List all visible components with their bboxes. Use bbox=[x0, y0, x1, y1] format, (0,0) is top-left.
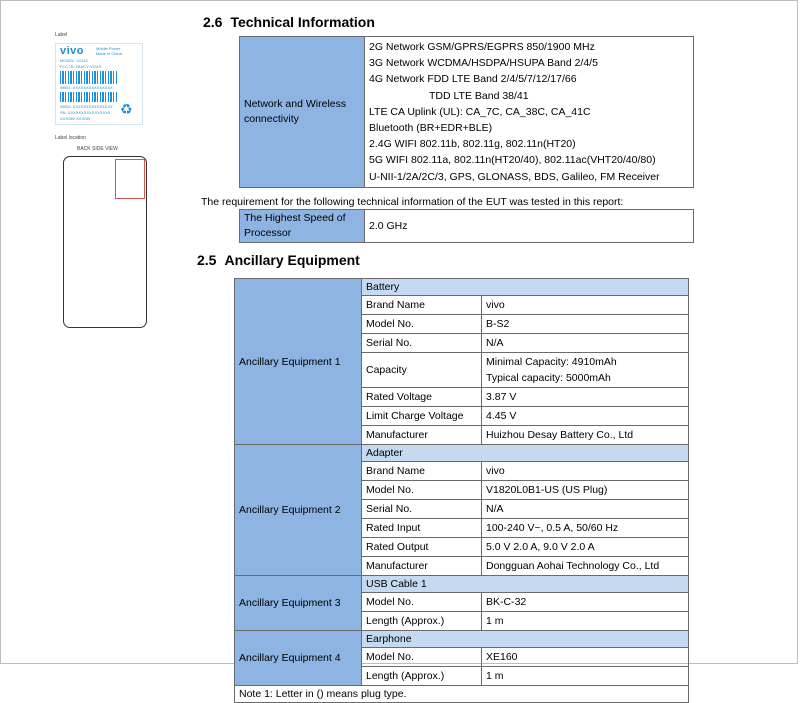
processor-speed-table bbox=[239, 209, 694, 243]
field-value-cell bbox=[482, 519, 689, 538]
field-value-cell bbox=[482, 538, 689, 557]
barcode-2 bbox=[60, 92, 118, 102]
ancillary-group-header: USB Cable 1 bbox=[362, 576, 689, 593]
label-line-capacity: XXXGB+XXXGB bbox=[60, 116, 90, 121]
value-line: 100-240 V~, 0.5 A, 50/60 Hz bbox=[486, 522, 619, 534]
field-name-cell: Serial No. bbox=[362, 334, 482, 353]
ancillary-group-header: Battery bbox=[362, 279, 689, 296]
table-row bbox=[235, 686, 689, 703]
value-line: 4.45 V bbox=[486, 410, 517, 422]
label-location-caption: Label location bbox=[55, 135, 86, 141]
label-line-sn: SN: XXXXXXXXXXXXXXXX bbox=[60, 110, 111, 115]
table-row bbox=[235, 576, 689, 593]
label-line-model: MODEL: V2110 bbox=[60, 58, 88, 63]
field-name-cell: Model No. bbox=[362, 315, 482, 334]
field-value-cell bbox=[482, 407, 689, 426]
value-line: 1 m bbox=[486, 615, 504, 627]
value-line: 5G WIFI 802.11a, 802.11n(HT20/40), 802.11ac(VHT20/40/80) bbox=[369, 154, 656, 167]
value-line: 3G Network WCDMA/HSDPA/HSUPA Band 2/4/5 bbox=[369, 57, 598, 70]
label-location-marker bbox=[115, 159, 145, 199]
table-note: Note 1: Letter in () means plug type. bbox=[235, 686, 689, 703]
section-2-6-heading bbox=[203, 14, 375, 30]
field-name-cell: Length (Approx.) bbox=[362, 667, 482, 686]
value-line: vivo bbox=[486, 299, 505, 311]
field-value-cell bbox=[482, 648, 689, 667]
label-line: The Highest Speed of bbox=[244, 212, 346, 224]
value-line: 3.87 V bbox=[486, 391, 517, 403]
table-row bbox=[240, 210, 694, 243]
value-line: N/A bbox=[486, 503, 504, 515]
ancillary-equipment-table bbox=[234, 278, 689, 703]
field-value-cell bbox=[482, 353, 689, 388]
value-line: V1820L0B1-US (US Plug) bbox=[486, 484, 608, 496]
value-line: 2.4G WIFI 802.11b, 802.11g, 802.11n(HT20) bbox=[369, 138, 576, 151]
value-line: 4G Network FDD LTE Band 2/4/5/7/12/17/66 bbox=[369, 73, 577, 86]
field-value-cell bbox=[482, 500, 689, 519]
value-line: Dongguan Aohai Technology Co., Ltd bbox=[486, 560, 660, 572]
field-value-cell bbox=[482, 296, 689, 315]
field-name-cell: Rated Voltage bbox=[362, 388, 482, 407]
value-line: 2G Network GSM/GPRS/EGPRS 850/1900 MHz bbox=[369, 41, 595, 53]
table-row bbox=[235, 631, 689, 648]
ancillary-group-name: Ancillary Equipment 2 bbox=[235, 445, 362, 576]
section-title: Ancillary Equipment bbox=[224, 252, 360, 268]
device-label-image bbox=[55, 43, 143, 125]
field-name-cell: Manufacturer bbox=[362, 557, 482, 576]
value-line: Typical capacity: 5000mAh bbox=[486, 372, 611, 384]
ancillary-group-name: Ancillary Equipment 3 bbox=[235, 576, 362, 631]
network-label-cell: Network and Wireless connectivity bbox=[240, 37, 365, 188]
value-line: vivo bbox=[486, 465, 505, 477]
requirement-text: The requirement for the following technical information of the EUT was tested in this report: bbox=[201, 196, 624, 208]
ancillary-group-name: Ancillary Equipment 4 bbox=[235, 631, 362, 686]
value-line: BK-C-32 bbox=[486, 596, 527, 608]
ancillary-group-name: Ancillary Equipment 1 bbox=[235, 279, 362, 445]
field-name-cell: Model No. bbox=[362, 481, 482, 500]
field-value-cell bbox=[482, 334, 689, 353]
field-value-cell bbox=[482, 388, 689, 407]
label-line-imei2: IMEI2: XXXXXXXXXXXXXXX bbox=[60, 104, 113, 109]
value-line: B-S2 bbox=[486, 318, 510, 330]
field-value-cell bbox=[482, 315, 689, 334]
value-line: TDD LTE Band 38/41 bbox=[429, 89, 529, 102]
vivo-logo: vivo bbox=[60, 45, 85, 57]
processor-speed-label bbox=[240, 210, 365, 243]
value-line: N/A bbox=[486, 337, 504, 349]
value-line: Huizhou Desay Battery Co., Ltd bbox=[486, 429, 634, 441]
recycle-icon: ♻ bbox=[120, 101, 133, 117]
table-row bbox=[235, 279, 689, 296]
field-name-cell: Brand Name bbox=[362, 462, 482, 481]
technical-information-table bbox=[239, 36, 694, 188]
field-value-cell bbox=[482, 667, 689, 686]
label-line: Processor bbox=[244, 227, 292, 239]
label-line-fcc: FCC ID: 2AUCY V2110 bbox=[60, 64, 102, 69]
processor-speed-value: 2.0 GHz bbox=[365, 210, 694, 243]
value-line: 5.0 V 2.0 A, 9.0 V 2.0 A bbox=[486, 541, 595, 553]
ancillary-group-header: Earphone bbox=[362, 631, 689, 648]
field-name-cell: Rated Output bbox=[362, 538, 482, 557]
field-name-cell: Model No. bbox=[362, 593, 482, 612]
field-name-cell: Length (Approx.) bbox=[362, 612, 482, 631]
barcode-1 bbox=[60, 71, 118, 84]
field-value-cell bbox=[482, 426, 689, 445]
field-value-cell bbox=[482, 481, 689, 500]
value-line: Bluetooth (BR+EDR+BLE) bbox=[369, 122, 493, 135]
field-name-cell: Brand Name bbox=[362, 296, 482, 315]
section-2-5-heading bbox=[197, 252, 360, 268]
back-side-view-caption: BACK SIDE VIEW bbox=[77, 146, 118, 152]
section-number: 2.6 bbox=[203, 14, 223, 30]
value-line: LTE CA Uplink (UL): CA_7C, CA_38C, CA_41C bbox=[369, 105, 591, 118]
section-number: 2.5 bbox=[197, 252, 217, 268]
label-sub-2: Made in China bbox=[96, 51, 122, 56]
field-name-cell: Model No. bbox=[362, 648, 482, 667]
label-caption: Label bbox=[55, 32, 68, 38]
ancillary-group-header: Adapter bbox=[362, 445, 689, 462]
field-value-cell bbox=[482, 462, 689, 481]
field-name-cell: Manufacturer bbox=[362, 426, 482, 445]
field-value-cell bbox=[482, 612, 689, 631]
section-title: Technical Information bbox=[230, 14, 375, 30]
table-row bbox=[235, 445, 689, 462]
field-name-cell: Serial No. bbox=[362, 500, 482, 519]
field-name-cell: Rated Input bbox=[362, 519, 482, 538]
field-name-cell: Capacity bbox=[362, 353, 482, 388]
label-line-imei1: IMEI1: XXXXXXXXXXXXXXX bbox=[60, 85, 113, 90]
label-sub-1: Mobile Phone bbox=[96, 46, 121, 51]
field-value-cell bbox=[482, 557, 689, 576]
field-value-cell bbox=[482, 593, 689, 612]
value-line: Minimal Capacity: 4910mAh bbox=[486, 356, 617, 368]
field-name-cell: Limit Charge Voltage bbox=[362, 407, 482, 426]
value-line: U-NII-1/2A/2C/3, GPS, GLONASS, BDS, Galileo, FM Receiver bbox=[369, 170, 660, 183]
network-values-cell bbox=[365, 37, 694, 188]
value-line: XE160 bbox=[486, 651, 518, 663]
table-row bbox=[240, 37, 694, 188]
value-line: 1 m bbox=[486, 670, 504, 682]
